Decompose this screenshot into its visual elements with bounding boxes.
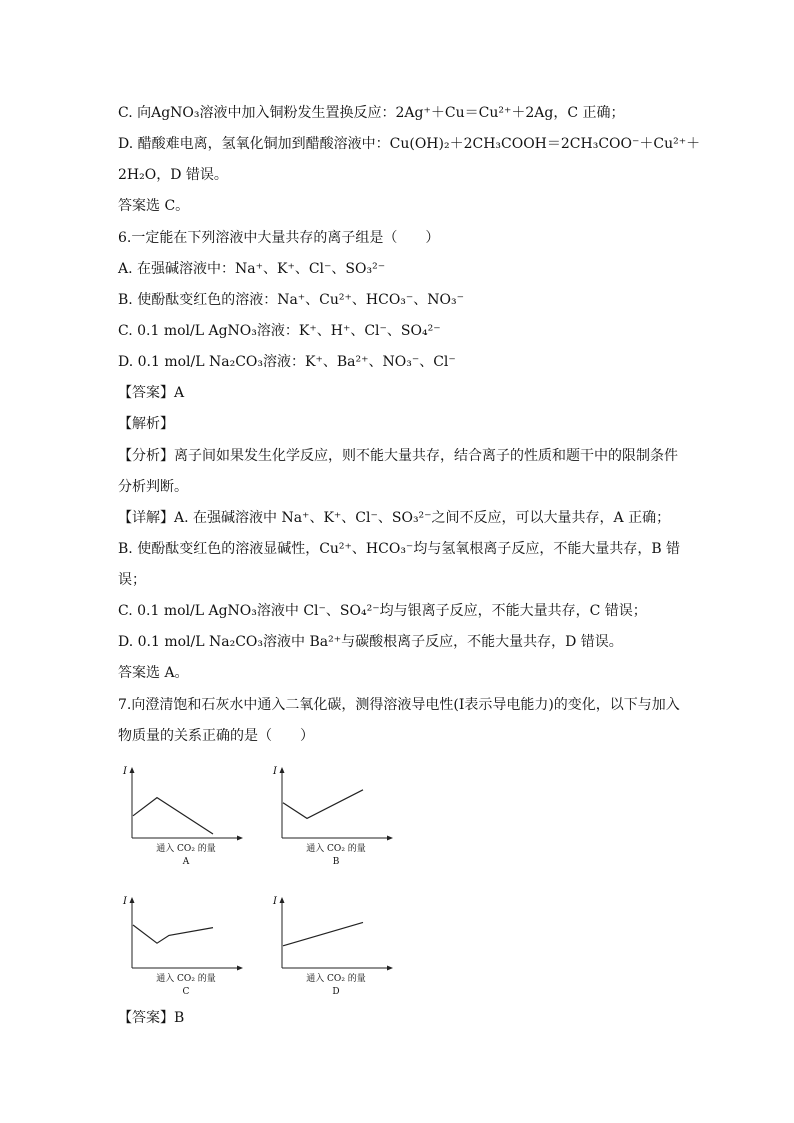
conductivity-curve bbox=[133, 925, 213, 943]
y-axis-label: I bbox=[273, 766, 277, 777]
answer-label: 【答案】A bbox=[118, 385, 185, 401]
text-line: 【详解】A. 在强碱溶液中 Na⁺、K⁺、Cl⁻、SO₃²⁻之间不反应，可以大量共存，A 正确； bbox=[118, 510, 671, 526]
text-line: 答案选 C。 bbox=[118, 198, 190, 214]
option-a: A. 在强碱溶液中：Na⁺、K⁺、Cl⁻、SO₃²⁻ bbox=[118, 261, 386, 277]
y-axis-label: I bbox=[123, 896, 127, 907]
text-line: 误； bbox=[118, 572, 146, 588]
graph-a bbox=[120, 760, 250, 872]
graph-caption: A bbox=[182, 857, 190, 867]
y-axis-arrow bbox=[280, 897, 285, 903]
x-axis-arrow bbox=[237, 966, 243, 971]
y-axis-label: I bbox=[123, 766, 127, 777]
y-axis-label: I bbox=[273, 896, 277, 907]
option-d: D. 0.1 mol/L Na₂CO₃溶液：K⁺、Ba²⁺、NO₃⁻、Cl⁻ bbox=[118, 354, 456, 370]
text-line: 分析判断。 bbox=[118, 479, 188, 495]
x-axis-arrow bbox=[387, 966, 393, 971]
conductivity-curve bbox=[283, 790, 363, 819]
answer-label: 【答案】B bbox=[118, 1010, 185, 1026]
graph-c bbox=[120, 890, 250, 1002]
y-axis-arrow bbox=[280, 767, 285, 773]
y-axis-arrow bbox=[130, 767, 135, 773]
text-line: 答案选 A。 bbox=[118, 665, 189, 681]
x-axis-label: 通入 CO₂ 的量 bbox=[306, 844, 366, 854]
text-line: D. 醋酸难电离，氢氧化铜加到醋酸溶液中：Cu(OH)₂＋2CH₃COOH＝2CH₃COO⁻＋Cu²⁺＋ bbox=[118, 136, 701, 152]
text-line: 【分析】离子间如果发生化学反应，则不能大量共存，结合离子的性质和题干中的限制条件 bbox=[118, 448, 678, 464]
graph-svg bbox=[270, 760, 400, 872]
graph-svg bbox=[270, 890, 400, 1002]
analysis-label: 【解析】 bbox=[118, 416, 174, 432]
text-line: B. 使酚酞变红色的溶液显碱性，Cu²⁺、HCO₃⁻均与氢氧根离子反应，不能大量共存，B 错 bbox=[118, 541, 681, 557]
x-axis-label: 通入 CO₂ 的量 bbox=[156, 844, 216, 854]
graph-d bbox=[270, 890, 400, 1002]
conductivity-curve bbox=[133, 798, 213, 834]
graph-caption: C bbox=[182, 987, 190, 997]
text-line: C. 向AgNO₃溶液中加入铜粉发生置换反应：2Ag⁺＋Cu＝Cu²⁺＋2Ag，C 正确； bbox=[118, 105, 625, 121]
question-7-stem: 物质量的关系正确的是（ ） bbox=[118, 728, 314, 744]
graph-svg bbox=[120, 890, 250, 1002]
graph-b bbox=[270, 760, 400, 872]
question-7-stem: 7.向澄清饱和石灰水中通入二氧化碳，测得溶液导电性(I表示导电能力)的变化，以下与加入 bbox=[118, 697, 680, 713]
text-line: D. 0.1 mol/L Na₂CO₃溶液中 Ba²⁺与碳酸根离子反应，不能大量共存，D 错误。 bbox=[118, 634, 623, 650]
x-axis-label: 通入 CO₂ 的量 bbox=[306, 974, 366, 984]
y-axis-arrow bbox=[130, 897, 135, 903]
conductivity-curve bbox=[283, 922, 363, 945]
option-c: C. 0.1 mol/L AgNO₃溶液：K⁺、H⁺、Cl⁻、SO₄²⁻ bbox=[118, 323, 441, 339]
option-b: B. 使酚酞变红色的溶液：Na⁺、Cu²⁺、HCO₃⁻、NO₃⁻ bbox=[118, 292, 465, 308]
graph-caption: D bbox=[332, 987, 340, 997]
x-axis-arrow bbox=[237, 836, 243, 841]
text-line: 2H₂O，D 错误。 bbox=[118, 167, 228, 183]
x-axis-label: 通入 CO₂ 的量 bbox=[156, 974, 216, 984]
graph-svg bbox=[120, 760, 250, 872]
question-6-stem: 6.一定能在下列溶液中大量共存的离子组是（ ） bbox=[118, 230, 440, 246]
x-axis-arrow bbox=[387, 836, 393, 841]
text-line: C. 0.1 mol/L AgNO₃溶液中 Cl⁻、SO₄²⁻均与银离子反应，不能大量共存，C 错误； bbox=[118, 603, 647, 619]
graph-caption: B bbox=[332, 857, 340, 867]
